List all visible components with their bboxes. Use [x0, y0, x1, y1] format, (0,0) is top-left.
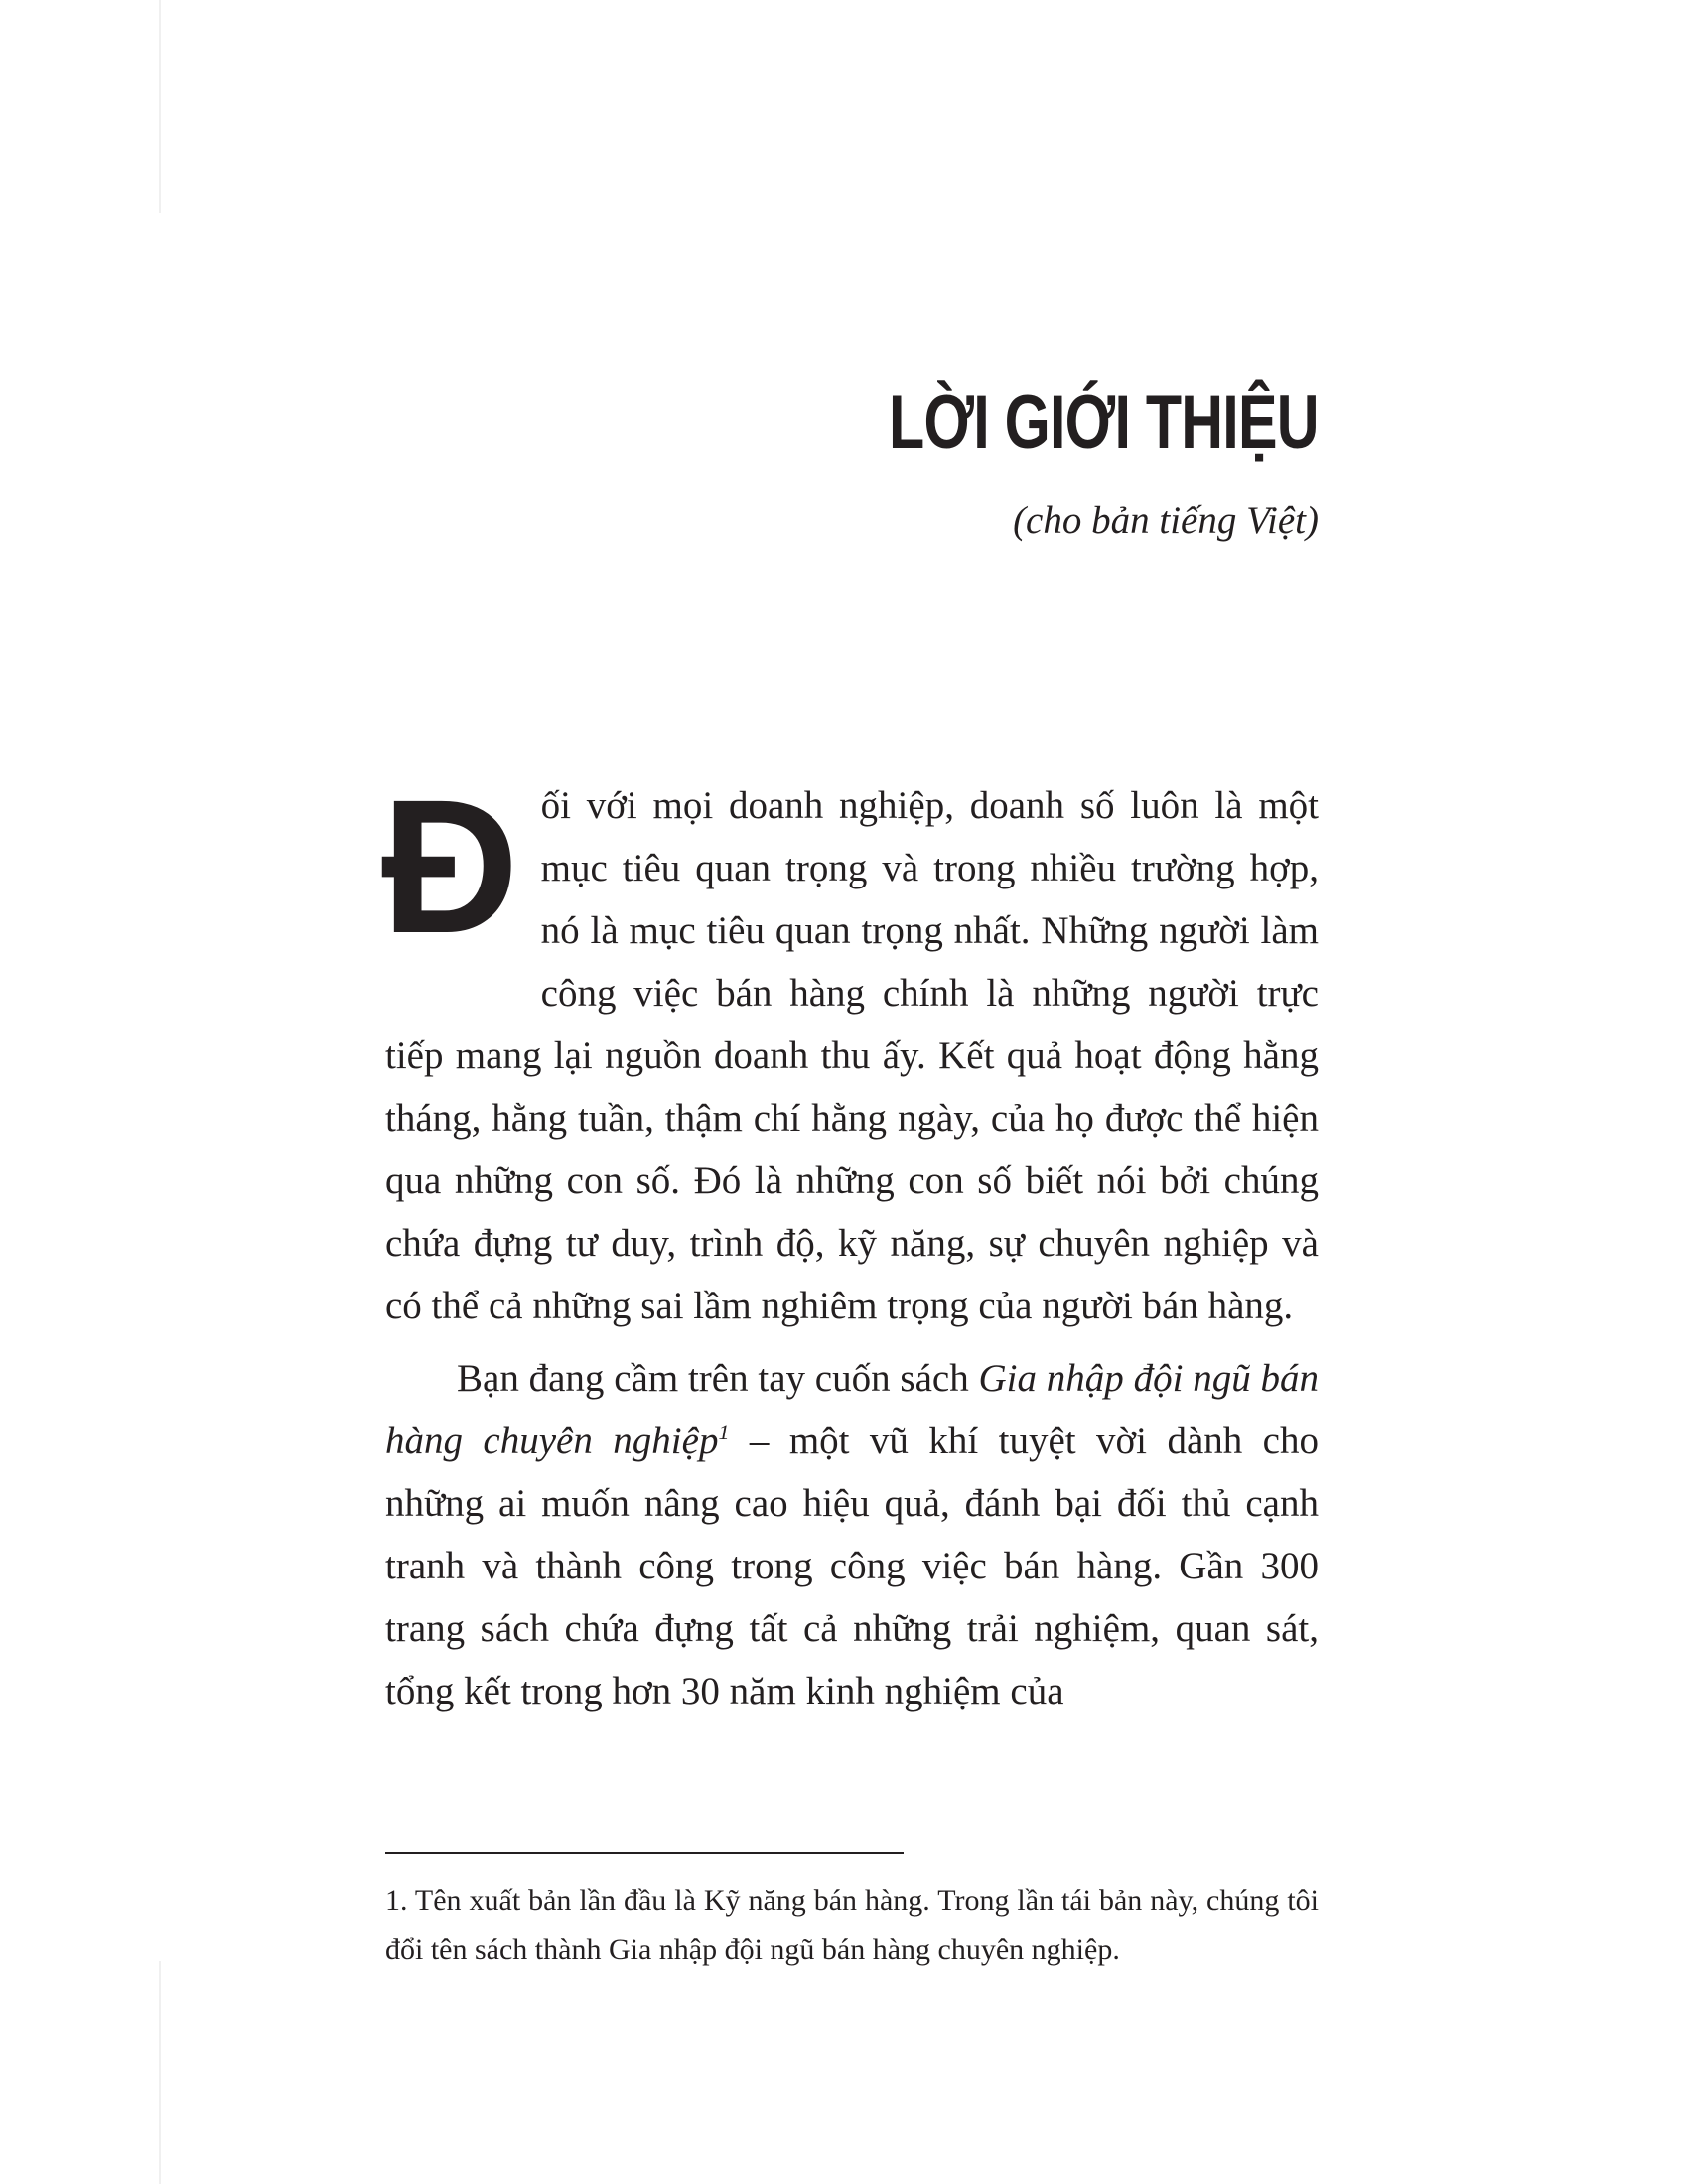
chapter-title: LỜI GIỚI THIỆU — [889, 380, 1319, 465]
book-title: Gia nhập đội ngũ bán hàng chuyên nghiệp — [385, 1357, 1319, 1462]
drop-cap: Đ — [381, 759, 519, 973]
paragraph-1 — [381, 759, 1319, 1337]
paragraph-1-text: ối với mọi doanh nghiệp, doanh số luôn là một mục tiêu quan trọng và trong nhiều trường hợp, nó là mục tiêu quan trọng nhất. Những người làm công việc bán hàng chính là những người trực tiếp mang lại nguồn doanh thu ấy. Kết quả hoạt động hằng tháng, hằng tuần, thậm chí hằng ngày, của họ được thể hiện qua những con số. Đó là những con số biết nói bởi chúng chứa đựng tư duy, trình độ, kỹ năng, sự chuyên nghiệp và có thể cả những sai lầm nghiêm trọng của người bán hàng. — [385, 784, 1319, 1327]
body-text — [381, 759, 1319, 1722]
footnote: 1. Tên xuất bản lần đầu là Kỹ năng bán hàng. Trong lần tái bản này, chúng tôi đổi tên sách thành Gia nhập đội ngũ bán hàng chuyên nghiệp. — [385, 1884, 1319, 1966]
chapter-subtitle: (cho bản tiếng Việt) — [1013, 499, 1319, 542]
paragraph-2-rest: – một vũ khí tuyệt vời dành cho những ai muốn nâng cao hiệu quả, đánh bại đối thủ cạnh tranh và thành công trong công việc bán hàng. Gần 300 trang sách chứa đựng tất cả những trải nghiệm, quan sát, tổng kết trong hơn 30 năm kinh nghiệm của — [385, 1420, 1319, 1712]
paragraph-2-start: Bạn đang cầm trên tay cuốn sách — [457, 1357, 979, 1400]
margin-guide-bottom — [159, 1961, 161, 2184]
paragraph-2 — [385, 1347, 1319, 1722]
margin-guide-top — [159, 0, 161, 213]
footnote-divider — [385, 1852, 904, 1854]
footnote-reference: 1 — [718, 1420, 730, 1444]
